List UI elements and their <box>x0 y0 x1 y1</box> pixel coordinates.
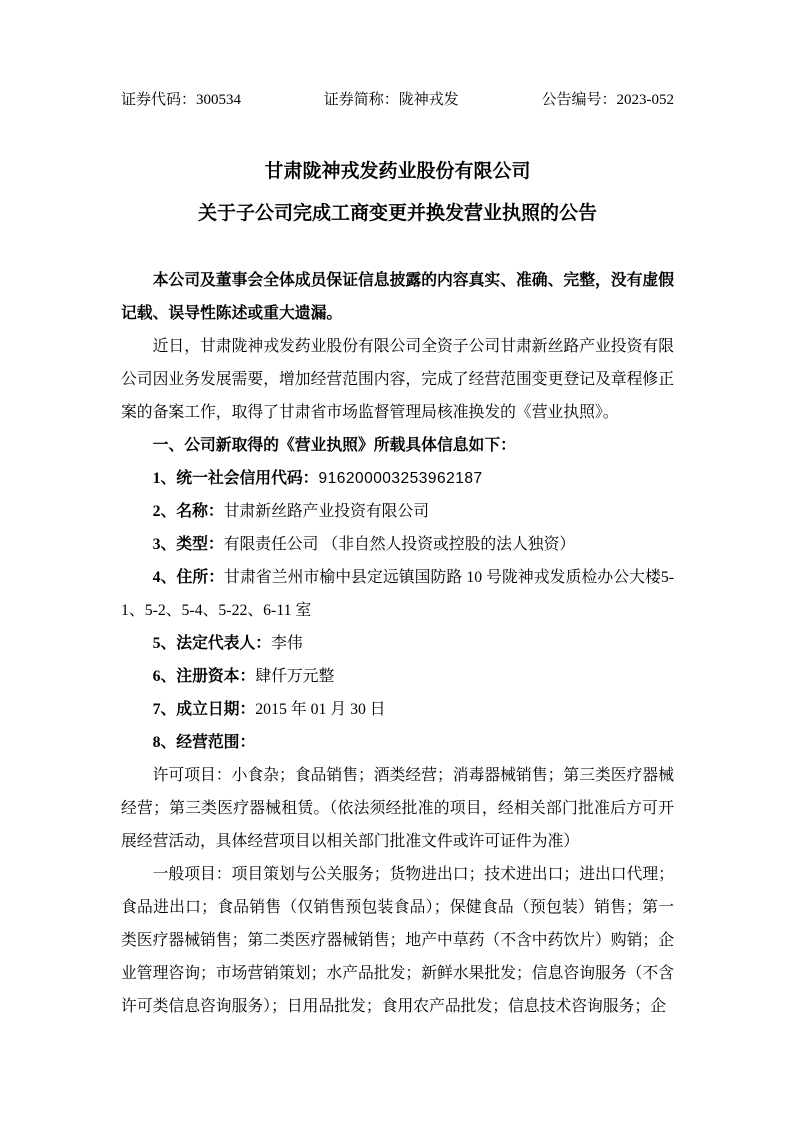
board-declaration-paragraph: 本公司及董事会全体成员保证信息披露的内容真实、准确、完整，没有虚假记载、误导性陈述或重大遗漏。 <box>121 272 674 322</box>
license-item-registered-capital <box>121 660 674 693</box>
credit-code-value: 916200003253962187 <box>318 470 483 487</box>
stock-abbr-label: 证券简称：陇神戎发 <box>323 92 459 108</box>
scope-general-paragraph: 一般项目：项目策划与公关服务；货物进出口；技术进出口；进出口代理；食品进出口；食品销售（仅销售预包装食品）；保健食品（预包装）销售；第一类医疗器械销售；第二类医疗器械销售；地产中草药（不含中药饮片）购销；企业管理咨询；市场营销策划；水产品批发；新鲜水果批发；信息咨询服务（不含许可类信息咨询服务）；日用品批发；食用农产品批发；信息技术咨询服务；企 <box>121 866 674 1015</box>
intro-paragraph: 近日，甘肃陇神戎发药业股份有限公司全资子公司甘肃新丝路产业投资有限公司因业务发展需要，增加经营范围内容，完成了经营范围变更登记及章程修正案的备案工作，取得了甘肃省市场监督管理局核准换发的《营业执照》。 <box>121 338 674 421</box>
registered-capital-label: 6、注册资本： <box>152 668 256 685</box>
establishment-date-label: 7、成立日期： <box>152 701 256 718</box>
license-item-business-scope <box>121 726 674 759</box>
announcement-subject-title: 关于子公司完成工商变更并换发营业执照的公告 <box>197 203 597 224</box>
announcement-number-label: 公告编号：2023-052 <box>541 92 674 108</box>
license-item-address <box>121 561 674 627</box>
legal-representative-value: 李伟 <box>271 635 303 652</box>
address-value: 甘肃省兰州市榆中县定远镇国防路 10 号陇神戎发质检办公大楼5-1、5-2、5-4、5-22、6-11 室 <box>121 569 675 619</box>
license-item-type <box>121 528 674 561</box>
section1-heading: 一、公司新取得的《营业执照》所载具体信息如下： <box>152 437 516 454</box>
license-item-credit-code <box>121 462 674 495</box>
type-label: 3、类型： <box>152 536 224 553</box>
document-header <box>121 90 674 110</box>
scope-permitted-paragraph: 许可项目：小食杂；食品销售；酒类经营；消毒器械销售；第三类医疗器械经营；第三类医疗器械租赁。（依法须经批准的项目，经相关部门批准后方可开展经营活动，具体经营项目以相关部门批准文件或许可证件为准） <box>121 767 674 850</box>
legal-representative-label: 5、法定代表人： <box>152 635 272 652</box>
license-item-legal-representative <box>121 627 674 660</box>
business-scope-label: 8、经营范围： <box>152 734 256 751</box>
credit-code-label: 1、统一社会信用代码： <box>152 470 319 487</box>
license-item-establishment-date <box>121 693 674 726</box>
address-label: 4、住所： <box>152 569 225 586</box>
company-name-title: 甘肃陇神戎发药业股份有限公司 <box>264 161 531 182</box>
name-value: 甘肃新丝路产业投资有限公司 <box>223 503 430 520</box>
name-label: 2、名称： <box>152 503 224 520</box>
type-value: 有限责任公司 （非自然人投资或控股的法人独资） <box>223 536 576 553</box>
establishment-date-value: 2015 年 01 月 30 日 <box>255 701 386 718</box>
license-item-name <box>121 495 674 528</box>
stock-code-label: 证券代码：300534 <box>121 92 242 108</box>
registered-capital-value: 肆仟万元整 <box>255 668 335 685</box>
